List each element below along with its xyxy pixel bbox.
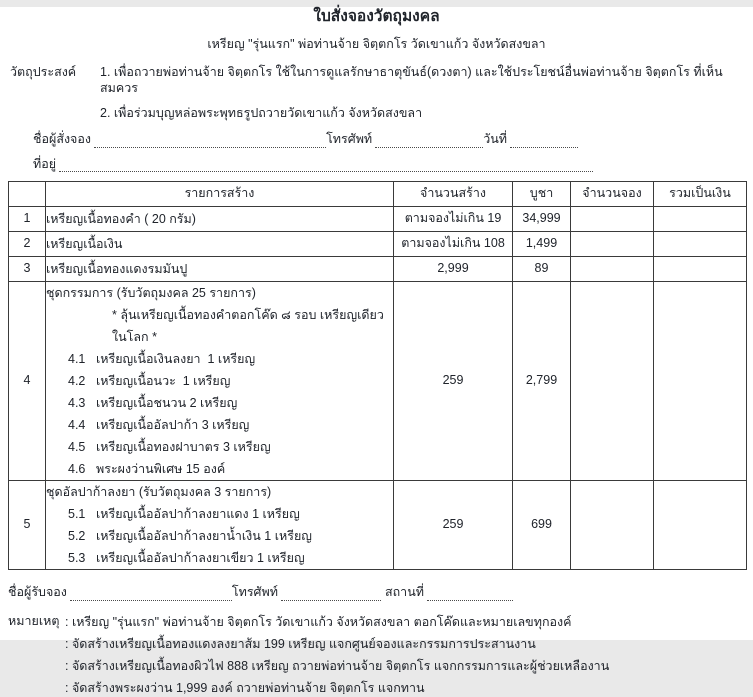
item-sub-text: พระผงว่านพิเศษ 15 องค์ (96, 462, 226, 477)
note-line-2: : จัดสร้างเหรียญเนื้อทองแดงลงยาส้ม 199 เหรียญ แจกศูนย์จองและกรรมการประสานงาน (65, 636, 536, 651)
item-line (46, 436, 393, 458)
item-line: เหรียญเนื้อทองแดงรมมันปู (46, 262, 188, 277)
item-sub-number: 5.3 (68, 551, 86, 566)
table-row (9, 257, 747, 282)
row-made-cell: ตามจองไม่เกิน 19 (394, 207, 513, 232)
order-form-page (0, 7, 753, 695)
row-number-cell: 1 (9, 207, 46, 232)
row-reserved-cell (571, 232, 654, 257)
orderer-phone-label: โทรศัพท์ (326, 131, 373, 146)
orderer-address-label: ที่อยู่ (33, 156, 57, 171)
item-sub-text: เหรียญเนื้ออัลปาก้าลงยาเขียว 1 เหรียญ (96, 551, 305, 566)
row-item-cell (46, 481, 394, 570)
note-line-4: : จัดสร้างพระผงว่าน 1,999 องค์ ถวายพ่อท่านจ้าย จิตฺตกโร แจกทาน (65, 680, 425, 695)
orderer-name-field (94, 134, 326, 148)
item-line (46, 503, 393, 525)
row-reserved-cell (571, 481, 654, 570)
row-price-cell: 699 (513, 481, 571, 570)
orderer-name-label: ชื่อผู้สั่งจอง (33, 131, 91, 146)
table-row (9, 282, 747, 481)
purpose-item-2: 2. เพื่อร่วมบุญหล่อพระพุทธรูปถวายวัดเขาแก้ว จังหวัดสงขลา (100, 106, 423, 121)
item-sub-number: 4.5 (68, 440, 86, 455)
table-row (9, 207, 747, 232)
header-amount: รวมเป็นเงิน (654, 182, 747, 207)
table-row (9, 232, 747, 257)
item-line (46, 547, 393, 569)
purpose-section (0, 65, 753, 122)
item-line: เหรียญเนื้อเงิน (46, 237, 123, 252)
item-line: ชุดกรรมการ (รับวัตถุมงคล 25 รายการ) (46, 286, 256, 301)
item-sub-text: เหรียญเนื้อทองฝาบาตร 3 เหรียญ (96, 440, 271, 455)
receiver-place-field (427, 587, 513, 601)
orderer-address-field (59, 158, 593, 172)
purpose-items (100, 65, 747, 122)
item-sub-number: 4.1 (68, 352, 86, 367)
orderer-date-label: วันที่ (483, 131, 507, 146)
receiver-phone-label: โทรศัพท์ (231, 585, 278, 600)
item-line (46, 348, 393, 370)
row-price-cell: 2,799 (513, 282, 571, 481)
item-sub-number: 4.2 (68, 374, 86, 389)
notes-label: หมายเหตุ (8, 613, 60, 628)
row-amount-cell (654, 207, 747, 232)
row-made-cell: ตามจองไม่เกิน 108 (394, 232, 513, 257)
item-sub-number: 4.4 (68, 418, 86, 433)
item-line: ชุดอัลปาก้าลงยา (รับวัตถุมงคล 3 รายการ) (46, 485, 272, 500)
row-price-cell: 89 (513, 257, 571, 282)
item-sub-text: เหรียญเนื้อชนวน 2 เหรียญ (96, 396, 238, 411)
header-price: บูชา (513, 182, 571, 207)
header-reserved: จำนวนจอง (571, 182, 654, 207)
item-line: เหรียญเนื้อทองคำ ( 20 กรัม) (46, 212, 196, 227)
item-line (46, 458, 393, 480)
row-number-cell: 4 (9, 282, 46, 481)
row-amount-cell (654, 257, 747, 282)
item-sub-text: เหรียญเนื้อเงินลงยา 1 เหรียญ (96, 352, 256, 367)
item-sub-text: เหรียญเนื้อนวะ 1 เหรียญ (96, 374, 231, 389)
item-sub-text: เหรียญเนื้ออัลปาก้า 3 เหรียญ (96, 418, 250, 433)
row-number-cell: 2 (9, 232, 46, 257)
item-sub-number: 5.2 (68, 529, 86, 544)
order-table (8, 181, 747, 570)
receiver-name-label: ชื่อผู้รับจอง (8, 585, 67, 600)
purpose-label: วัตถุประสงค์ (10, 65, 77, 79)
header-no (9, 182, 46, 207)
row-made-cell: 2,999 (394, 257, 513, 282)
item-line (46, 370, 393, 392)
row-made-cell: 259 (394, 282, 513, 481)
item-sub-text: เหรียญเนื้ออัลปาก้าลงยาน้ำเงิน 1 เหรียญ (96, 529, 312, 544)
note-line-1: : เหรียญ "รุ่นแรก" พ่อท่านจ้าย จิตฺตกโร วัดเขาแก้ว จังหวัดสงขลา ตอกโค๊ดและหมายเลขทุกองค์ (65, 614, 572, 629)
address-row (33, 157, 593, 173)
page-title: ใบสั่งจองวัตถุมงคล (313, 8, 440, 25)
row-amount-cell (654, 232, 747, 257)
receiver-name-field (70, 587, 232, 601)
note-line-3: : จัดสร้างเหรียญเนื้อทองผิวไฟ 888 เหรียญ ถวายพ่อท่านจ้าย จิตฺตกโร แจกกรรมการและผู้ช่วยเหลืองาน (65, 658, 610, 673)
row-amount-cell (654, 481, 747, 570)
table-header-row (9, 182, 747, 207)
page-subtitle: เหรียญ "รุ่นแรก" พ่อท่านจ้าย จิตฺตกโร วัดเขาแก้ว จังหวัดสงขลา (207, 37, 546, 52)
notes-lines (65, 614, 753, 697)
item-sub-text: เหรียญเนื้ออัลปาก้าลงยาแดง 1 เหรียญ (96, 507, 300, 522)
receiver-place-label: สถานที่ (384, 585, 424, 600)
row-item-cell (46, 257, 394, 282)
item-sub-number: 4.3 (68, 396, 86, 411)
row-reserved-cell (571, 282, 654, 481)
item-sub-number: 5.1 (68, 507, 86, 522)
header-made: จำนวนสร้าง (394, 182, 513, 207)
item-line (46, 525, 393, 547)
row-number-cell: 3 (9, 257, 46, 282)
row-price-cell: 1,499 (513, 232, 571, 257)
row-reserved-cell (571, 207, 654, 232)
row-item-cell (46, 207, 394, 232)
row-price-cell: 34,999 (513, 207, 571, 232)
row-reserved-cell (571, 257, 654, 282)
row-amount-cell (654, 282, 747, 481)
notes-section (0, 614, 753, 697)
item-line: * ลุ้นเหรียญเนื้อทองคำตอกโค๊ด ๘ รอบ เหรียญเดียวในโลก * (112, 308, 384, 345)
receiver-row (8, 585, 513, 601)
item-sub-number: 4.6 (68, 462, 86, 477)
receiver-phone-field (281, 587, 381, 601)
row-number-cell: 5 (9, 481, 46, 570)
orderer-date-field (510, 134, 578, 148)
orderer-phone-field (375, 134, 483, 148)
purpose-item-1: 1. เพื่อถวายพ่อท่านจ้าย จิตฺตกโร ใช้ในการดูแลรักษาธาตุขันธ์(ดวงตา) และใช้ประโยชน์อื่นพ่อท่านจ้าย จิตฺตกโร ที่เห็นสมควร (100, 65, 723, 95)
item-line (46, 414, 393, 436)
header-item: รายการสร้าง (46, 182, 394, 207)
row-item-cell (46, 282, 394, 481)
row-item-cell (46, 232, 394, 257)
row-made-cell: 259 (394, 481, 513, 570)
item-line (46, 392, 393, 414)
orderer-row (33, 132, 578, 148)
table-row (9, 481, 747, 570)
